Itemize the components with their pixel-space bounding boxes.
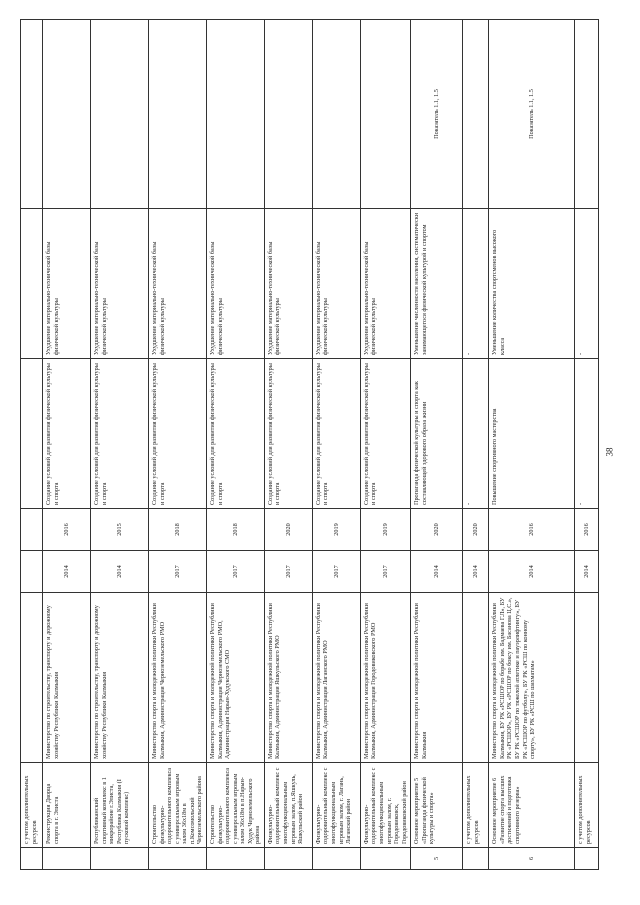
cell-indicator	[91, 20, 149, 209]
cell-consequence: Ухудшение материально-технической базы физической культуры	[312, 209, 360, 359]
cell-num	[312, 848, 360, 870]
table-row	[489, 20, 575, 870]
cell-consequence	[21, 209, 43, 359]
cell-end: 2016	[575, 509, 599, 551]
cell-num	[21, 848, 43, 870]
cell-start	[21, 551, 43, 593]
cell-start: 2014	[575, 551, 599, 593]
cell-name: Строительство физкультурно-оздоровительного комплекса с универсальным игровым залом 36х18м в п.Комсомольский Черноземельского района	[149, 763, 207, 848]
cell-result	[21, 359, 43, 509]
activities-table	[20, 19, 599, 870]
cell-start: 2014	[91, 551, 149, 593]
cell-consequence: Ухудшение материально-технической базы физической культуры	[149, 209, 207, 359]
cell-name: с учетом дополнительных ресурсов	[575, 763, 599, 848]
cell-indicator: Показатель 1.1, 1.5	[489, 20, 575, 209]
cell-indicator	[149, 20, 207, 209]
cell-indicator	[575, 20, 599, 209]
table-row	[206, 20, 264, 870]
cell-consequence: Уменьшение численности населения, систематически занимающегося физической культурой и спортом	[411, 209, 463, 359]
cell-exec: Министерство спорта и молодежной политики Республики Калмыкия, Администрация Городовиковского РМО	[360, 593, 410, 763]
cell-end: 2020	[264, 509, 312, 551]
cell-start: 2014	[463, 551, 489, 593]
cell-result: Создание условий для развития физической культуры и спорта	[91, 359, 149, 509]
cell-start: 2014	[411, 551, 463, 593]
cell-exec	[575, 593, 599, 763]
cell-result: -	[575, 359, 599, 509]
table-row	[575, 20, 599, 870]
table-row	[43, 20, 91, 870]
cell-start: 2014	[43, 551, 91, 593]
cell-indicator	[21, 20, 43, 209]
cell-result: Создание условий для развития физической культуры и спорта	[43, 359, 91, 509]
cell-name: с учетом дополнительных ресурсов	[463, 763, 489, 848]
cell-end: 2016	[43, 509, 91, 551]
table-row	[149, 20, 207, 870]
cell-indicator	[463, 20, 489, 209]
table-row	[312, 20, 360, 870]
cell-end: 2018	[149, 509, 207, 551]
cell-exec	[463, 593, 489, 763]
table-row	[463, 20, 489, 870]
cell-name: Основное мероприятие 5 «Пропаганда физической культуры и спорта»	[411, 763, 463, 848]
cell-consequence: Ухудшение материально-технической базы физической культуры	[360, 209, 410, 359]
cell-name: Республиканский спортивный комплекс в 1 микрорайоне г.Элиста, Республика Калмыкия (I пусковой комплекс)	[91, 763, 149, 848]
cell-result: Создание условий для развития физической культуры и спорта	[312, 359, 360, 509]
table-row	[91, 20, 149, 870]
cell-exec: Министерство по строительству, транспорту и дорожному хозяйству Республики Калмыкия	[91, 593, 149, 763]
cell-name: Физкультурно-оздоровительный комплекс с многофункциональным игровым залом, г. Городовиковск, Городовиковский район	[360, 763, 410, 848]
cell-num	[149, 848, 207, 870]
cell-end: 2015	[91, 509, 149, 551]
cell-result: Пропаганда физической культуры и спорта как составляющей здорового образа жизни	[411, 359, 463, 509]
cell-result: Создание условий для развития физической культуры и спорта	[149, 359, 207, 509]
cell-num	[264, 848, 312, 870]
cell-exec: Министерство спорта и молодежной политики Республики Калмыкия	[411, 593, 463, 763]
cell-start: 2017	[206, 551, 264, 593]
cell-num: 6	[489, 848, 575, 870]
cell-num	[43, 848, 91, 870]
cell-indicator	[312, 20, 360, 209]
cell-exec: Министерство спорта и молодежной политики Республики Калмыкия, БУ РК «РСШОР по борьбе им. Бадмаева Г.Л», БУ РК «РСШОР», БУ РК «РСШОР по боксу им. Басанова Ц.С.», БУ РК «РСШОР по тяжелой атлетике и пауэрлифтингу», БУ РК «РСШОР по футболу», БУ РК «РСШ по конному спорту», БУ РК «РСШ по шахматам»	[489, 593, 575, 763]
cell-result: -	[463, 359, 489, 509]
cell-num	[91, 848, 149, 870]
cell-indicator	[206, 20, 264, 209]
cell-result: Повышение спортивного мастерства	[489, 359, 575, 509]
cell-consequence: Уменьшение количества спортсменов высокого класса	[489, 209, 575, 359]
table-row	[264, 20, 312, 870]
cell-result: Создание условий для развития физической культуры и спорта	[360, 359, 410, 509]
table-row	[360, 20, 410, 870]
cell-name: Строительство физкультурно-оздоровительного комплекса с универсальным игровым залом 36х18м в п.Нарын-Худук Черноземельского района	[206, 763, 264, 848]
cell-end: 2020	[463, 509, 489, 551]
cell-start: 2014	[489, 551, 575, 593]
cell-end: 2018	[206, 509, 264, 551]
page-number: 38	[604, 447, 615, 457]
cell-end: 2016	[489, 509, 575, 551]
cell-end: 2019	[360, 509, 410, 551]
cell-start: 2017	[264, 551, 312, 593]
cell-result: Создание условий для развития физической культуры и спорта	[264, 359, 312, 509]
cell-indicator	[264, 20, 312, 209]
cell-exec	[21, 593, 43, 763]
cell-end: 2019	[312, 509, 360, 551]
table-row	[411, 20, 463, 870]
cell-name: с учетом дополнительных ресурсов	[21, 763, 43, 848]
program-activities-table	[20, 20, 590, 870]
cell-num	[463, 848, 489, 870]
cell-start: 2017	[360, 551, 410, 593]
cell-indicator: Показатель 1.1, 1.5	[411, 20, 463, 209]
cell-exec: Министерство по строительству, транспорту и дорожному хозяйству Республики Калмыкия	[43, 593, 91, 763]
cell-name: Физкультурно-оздоровительный комплекс с многофункциональным игровым залом, п.Яшкуль, Яшкульский район	[264, 763, 312, 848]
cell-exec: Министерство спорта и молодежной политики Республики Калмыкия, Администрация Черноземельского РМО	[149, 593, 207, 763]
cell-indicator	[360, 20, 410, 209]
cell-num	[206, 848, 264, 870]
cell-name: Основное мероприятие 6 «Развитие спорта высших достижений и подготовка спортивного резерва»	[489, 763, 575, 848]
cell-exec: Министерство спорта и молодежной политики Республики Калмыкия, Администрация Черноземельского РМО, Администрация Нарын-Худукского СМО	[206, 593, 264, 763]
cell-consequence: Ухудшение материально-технической базы физической культуры	[264, 209, 312, 359]
cell-consequence: Ухудшение материально-технической базы физической культуры	[43, 209, 91, 359]
cell-consequence: Ухудшение материально-технической базы физической культуры	[91, 209, 149, 359]
cell-consequence: -	[575, 209, 599, 359]
cell-name: Физкультурно-оздоровительный комплекс с многофункциональным игровым залом, г. Лагань, Лаганский район	[312, 763, 360, 848]
cell-exec: Министерство спорта и молодежной политики Республики Калмыкия, Администрация Яшкульского РМО	[264, 593, 312, 763]
cell-end: 2020	[411, 509, 463, 551]
cell-num	[575, 848, 599, 870]
table-row	[21, 20, 43, 870]
cell-consequence: Ухудшение материально-технической базы физической культуры	[206, 209, 264, 359]
cell-start: 2017	[312, 551, 360, 593]
cell-exec: Министерство спорта и молодежной политики Республики Калмыкия, Администрация Лаганского РМО	[312, 593, 360, 763]
cell-result: Создание условий для развития физической культуры и спорта	[206, 359, 264, 509]
cell-end	[21, 509, 43, 551]
cell-start: 2017	[149, 551, 207, 593]
cell-num	[360, 848, 410, 870]
cell-num: 5	[411, 848, 463, 870]
cell-indicator	[43, 20, 91, 209]
cell-consequence: -	[463, 209, 489, 359]
cell-name: Реконструкция Дворца спорта в г. Элиста	[43, 763, 91, 848]
